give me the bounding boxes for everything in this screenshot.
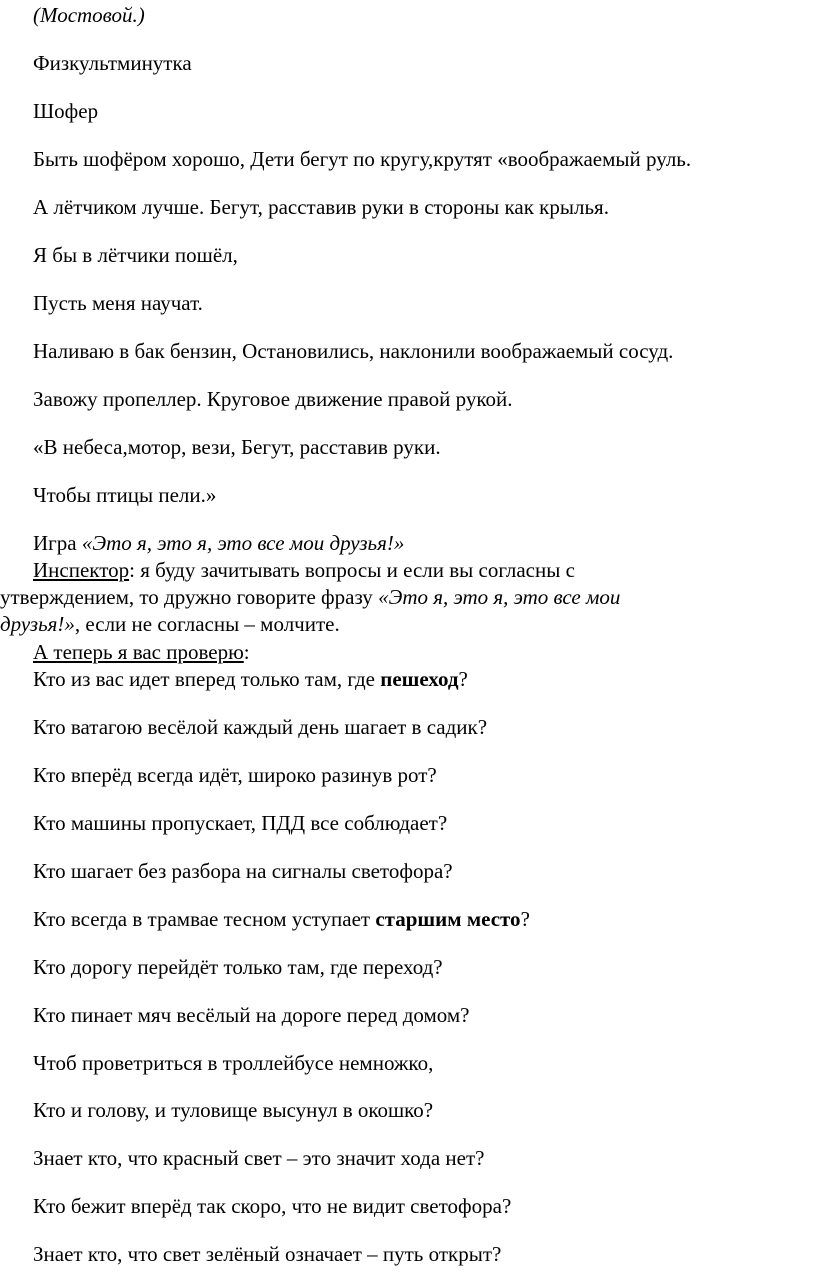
check-colon: : xyxy=(243,640,250,664)
section-title: Физкультминутка xyxy=(33,51,192,75)
game-heading xyxy=(33,530,404,556)
question-line: Кто шагает без разбора на сигналы светофора? xyxy=(33,859,453,883)
poem-line: А лётчиком лучше. Бегут, расставив руки в стороны как крылья. xyxy=(33,195,609,219)
question-line: Кто пинает мяч весёлый на дороге перед домом? xyxy=(33,1003,470,1027)
question-text: Кто всегда в трамвае тесном уступает xyxy=(33,907,376,931)
question-mark: ? xyxy=(520,907,530,931)
poem-line: Я бы в лётчики пошёл, xyxy=(33,243,238,267)
instruction-line-1 xyxy=(33,557,575,583)
question-line: Кто вперёд всегда идёт, широко разинув рот? xyxy=(33,763,437,787)
question-mark: ? xyxy=(458,667,468,691)
inspector-label: Инспектор xyxy=(33,558,130,582)
instruction-line-3 xyxy=(0,611,340,637)
poem-line: Чтобы птицы пели.» xyxy=(33,483,217,507)
instruction-text: : я буду зачитывать вопросы и если вы согласны с xyxy=(129,558,575,582)
question-text: Кто из вас идет вперед только там, где xyxy=(33,667,381,691)
check-heading xyxy=(33,639,250,665)
check-label: А теперь я вас проверю xyxy=(33,640,244,664)
question-emphasis: пешеход xyxy=(380,667,459,691)
question-line xyxy=(33,906,530,932)
question-line: Кто бежит вперёд так скоро, что не видит светофора? xyxy=(33,1194,512,1218)
question-line: Чтоб проветриться в троллейбусе немножко, xyxy=(33,1051,434,1075)
phrase-text: друзья!» xyxy=(0,612,75,636)
question-line: Знает кто, что красный свет – это значит хода нет? xyxy=(33,1146,485,1170)
question-line xyxy=(33,666,468,692)
game-label: Игра xyxy=(33,531,82,555)
phrase-text: «Это я, это я, это все мои xyxy=(378,585,621,609)
poem-title: Шофер xyxy=(33,99,99,123)
question-line: Кто ватагою весёлой каждый день шагает в садик? xyxy=(33,715,488,739)
question-line: Кто дорогу перейдёт только там, где переход? xyxy=(33,955,443,979)
question-line: Кто машины пропускает, ПДД все соблюдает? xyxy=(33,811,448,835)
question-line: Кто и голову, и туловище высунул в окошко? xyxy=(33,1098,434,1122)
poem-line: Наливаю в бак бензин, Остановились, наклонили воображаемый сосуд. xyxy=(33,339,674,363)
question-line: Знает кто, что свет зелёный означает – путь открыт? xyxy=(33,1242,502,1266)
poem-line: Быть шофёром хорошо, Дети бегут по кругу,крутят «воображаемый руль. xyxy=(33,147,692,171)
game-title: «Это я, это я, это все мои друзья!» xyxy=(81,531,405,555)
poem-line: Пусть меня научат. xyxy=(33,291,203,315)
question-emphasis: старшим место xyxy=(375,907,521,931)
instruction-text: утверждением, то дружно говорите фразу xyxy=(0,585,379,609)
poem-line: Завожу пропеллер. Круговое движение правой рукой. xyxy=(33,387,513,411)
author-line: (Мостовой.) xyxy=(33,3,145,27)
instruction-text: , если не согласны – молчите. xyxy=(74,612,340,636)
poem-line: «В небеса,мотор, вези, Бегут, расставив руки. xyxy=(33,435,441,459)
instruction-line-2 xyxy=(0,584,620,610)
